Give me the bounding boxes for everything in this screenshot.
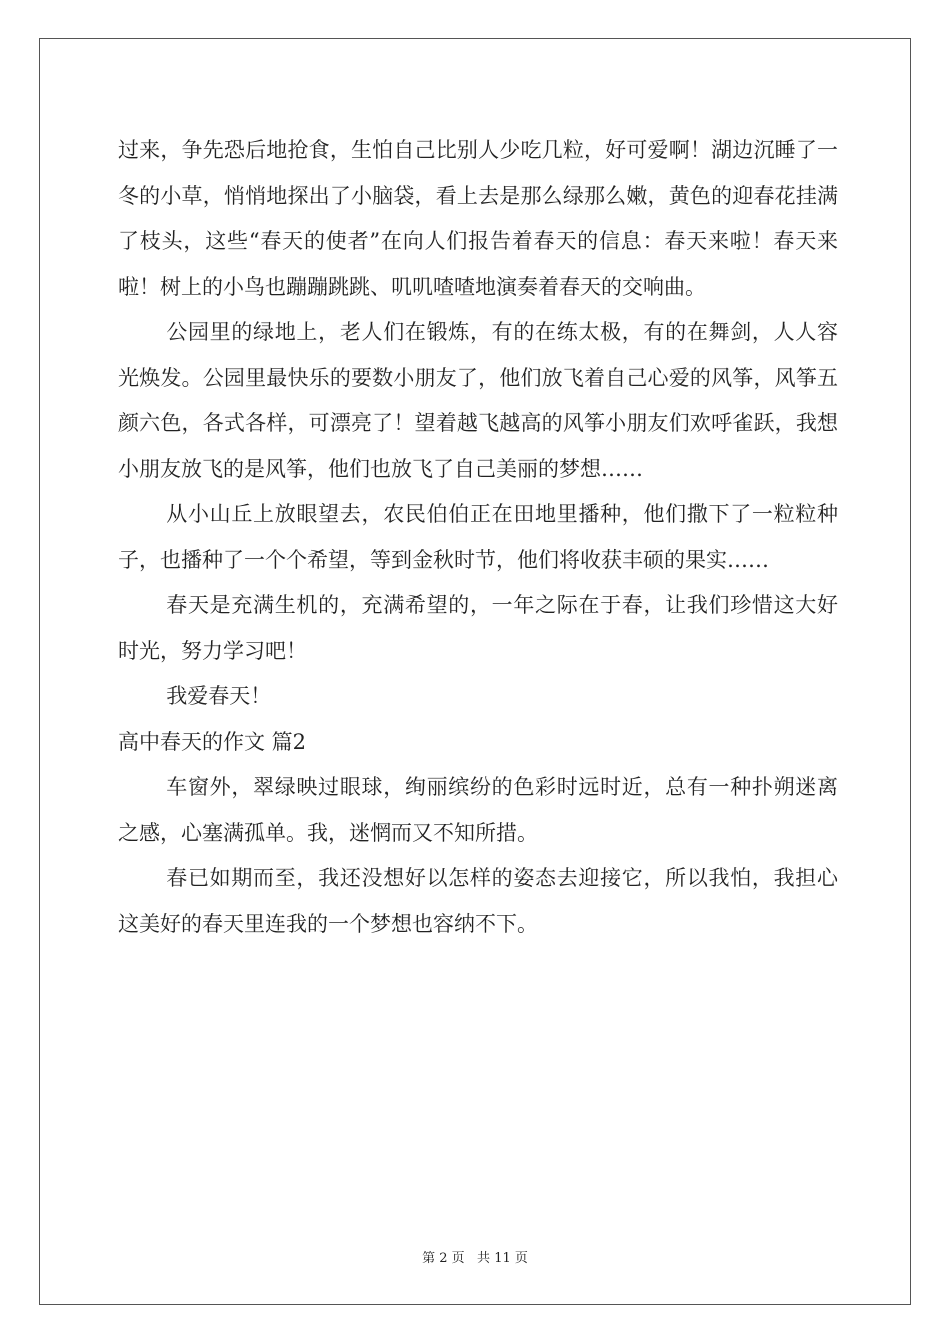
paragraph-2: 公园里的绿地上，老人们在锻炼，有的在练太极，有的在舞剑，人人容光焕发。公园里最快乐的要数小朋友了，他们放飞着自己心爱的风筝，风筝五颜六色，各式各样，可漂亮了！望着越飞越高的风筝小朋友们欢呼雀跃，我想小朋友放飞的是风筝，他们也放飞了自己美丽的梦想…… bbox=[118, 320, 838, 481]
paragraph-6: 车窗外，翠绿映过眼球，绚丽缤纷的色彩时远时近，总有一种扑朔迷离之感，心塞满孤单。我，迷惘而又不知所措。 bbox=[118, 775, 838, 845]
paragraph-1: 过来，争先恐后地抢食，生怕自己比别人少吃几粒，好可爱啊！湖边沉睡了一冬的小草，悄悄地探出了小脑袋，看上去是那么绿那么嫩，黄色的迎春花挂满了枝头，这些“春天的使者”在向人们报告着春天的信息：春天来啦！春天来啦！树上的小鸟也蹦蹦跳跳、叽叽喳喳地演奏着春天的交响曲。 bbox=[118, 138, 838, 299]
paragraph-5: 我爱春天！ bbox=[166, 684, 272, 708]
document-body bbox=[118, 128, 838, 947]
page-number-footer: 第 2 页 共 11 页 bbox=[422, 1251, 528, 1266]
paragraph-7: 春已如期而至，我还没想好以怎样的姿态去迎接它，所以我怕，我担心这美好的春天里连我的一个梦想也容纳不下。 bbox=[118, 866, 838, 936]
paragraph-3: 从小山丘上放眼望去，农民伯伯正在田地里播种，他们撒下了一粒粒种子，也播种了一个个希望，等到金秋时节，他们将收获丰硕的果实…… bbox=[118, 502, 838, 572]
paragraph-4: 春天是充满生机的，充满希望的，一年之际在于春，让我们珍惜这大好时光，努力学习吧！ bbox=[118, 593, 838, 663]
section-heading: 高中春天的作文 篇2 bbox=[118, 729, 307, 754]
